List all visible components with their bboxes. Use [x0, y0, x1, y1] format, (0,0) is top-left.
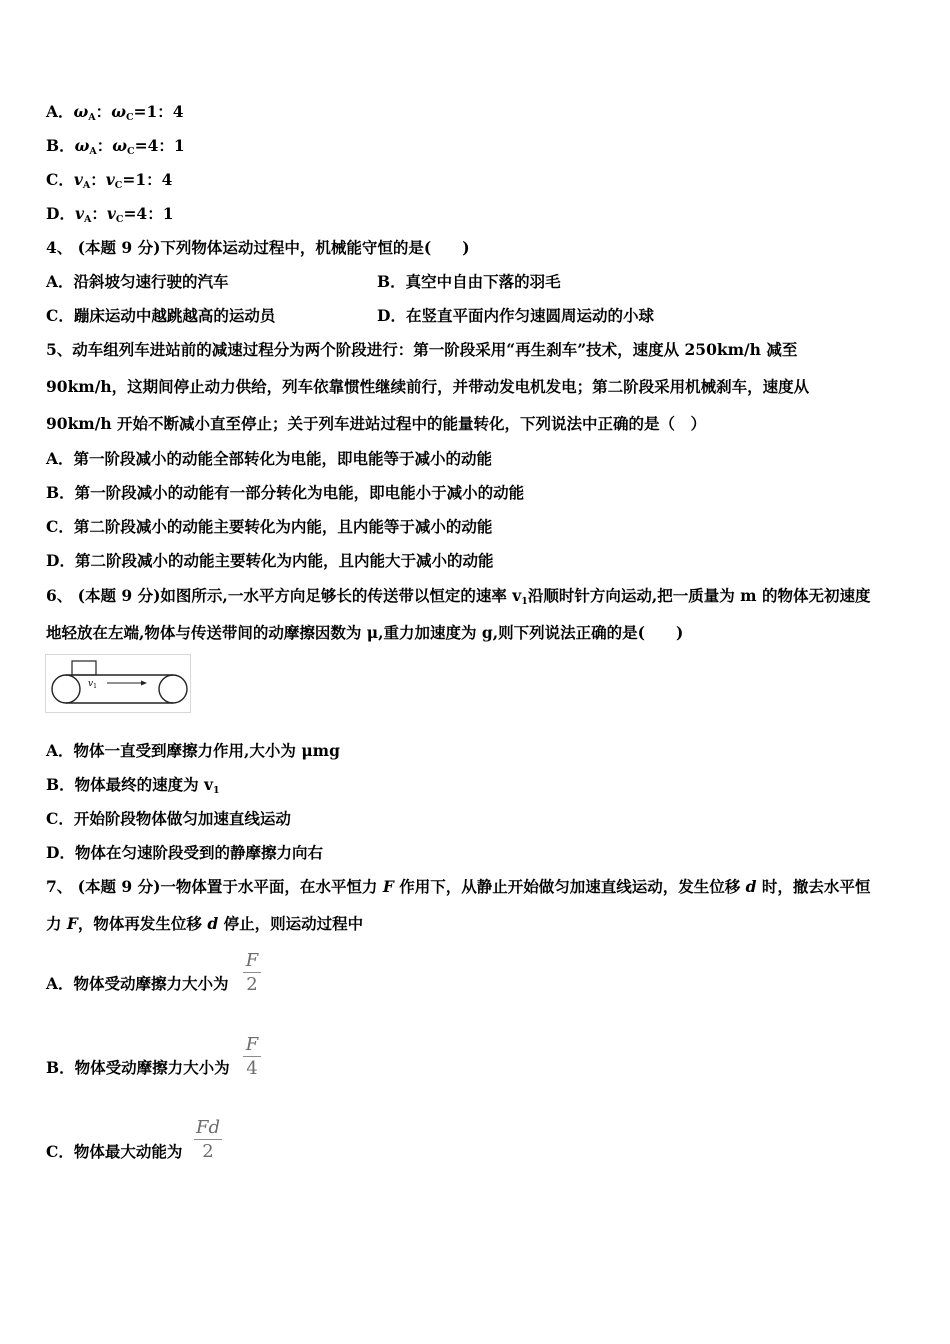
ratio: =1：4	[122, 170, 173, 189]
ratio: =4：1	[134, 136, 185, 155]
fraction-bar	[243, 972, 261, 973]
q6-stem-line2: 地轻放在左端,物体与传送带间的动摩擦因数为 μ,重力加速度为 g,则下列说法正确的是( )	[46, 623, 684, 642]
q4-stem: 4、 (本题 9 分)下列物体运动过程中，机械能守恒的是( )	[46, 238, 470, 257]
numerator: Fd	[195, 1117, 220, 1138]
text: B．物体最终的速度为 v	[46, 775, 214, 794]
var: v	[106, 204, 116, 223]
q5-option-c: C．第二阶段减小的动能主要转化为内能，且内能等于减小的动能	[46, 517, 493, 536]
q7-option-a: A．物体受动摩擦力大小为	[46, 974, 229, 993]
subscript: A	[88, 112, 96, 123]
q6-option-d: D．物体在匀速阶段受到的静摩擦力向右	[46, 843, 323, 862]
text: 停止，则运动过程中	[218, 914, 364, 933]
q5-stem-line3: 90km/h 开始不断减小直至停止；关于列车进站过程中的能量转化，下列说法中正确的是（ ）	[46, 414, 707, 433]
right-pulley-icon	[159, 675, 187, 703]
text: 沿顺时针方向运动,把一质量为 m 的物体无初速度	[527, 586, 871, 605]
q3-option-a	[46, 102, 184, 125]
text: 6、 (本题 9 分)如图所示,一水平方向足够长的传送带以恒定的速率 v	[46, 586, 522, 605]
separator: ：	[95, 102, 112, 121]
q5-stem-line2: 90km/h，这期间停止动力供给，列车依靠惯性继续前行，并带动发电机发电；第二阶段采用机械刹车，速度从	[46, 377, 810, 396]
q7-option-b-fraction	[243, 1035, 261, 1079]
q5-option-d: D．第二阶段减小的动能主要转化为内能，且内能大于减小的动能	[46, 551, 494, 570]
subscript: A	[82, 180, 91, 191]
subscript: 1	[213, 785, 220, 796]
separator: ：	[96, 136, 113, 155]
var: F	[382, 877, 394, 896]
subscript: 1	[521, 596, 528, 607]
subscript: C	[114, 180, 123, 191]
denominator: 4	[246, 1058, 258, 1079]
q4-option-c: C．蹦床运动中越跳越高的运动员	[46, 306, 276, 325]
numerator: F	[245, 950, 259, 971]
text: 7、 (本题 9 分)一物体置于水平面，在水平恒力	[46, 877, 383, 896]
subscript: A	[89, 146, 97, 157]
block-icon	[72, 661, 96, 675]
subscript: C	[125, 112, 134, 123]
q7-stem-line1	[46, 877, 870, 897]
ratio: =4：1	[123, 204, 174, 223]
q4-option-b: B．真空中自由下落的羽毛	[377, 272, 561, 291]
option-letter: A．	[46, 102, 74, 121]
var: ω	[73, 102, 89, 121]
option-letter: C．	[46, 170, 74, 189]
velocity-label-sub: 1	[93, 683, 97, 690]
fraction-bar	[194, 1139, 222, 1140]
var: d	[745, 877, 757, 896]
text: 力	[46, 914, 67, 933]
q4-option-a: A．沿斜坡匀速行驶的汽车	[46, 272, 229, 291]
q5-option-b: B．第一阶段减小的动能有一部分转化为电能，即电能小于减小的动能	[46, 483, 525, 502]
q3-option-d	[46, 204, 174, 227]
var: d	[207, 914, 219, 933]
var: v	[74, 204, 84, 223]
var: ω	[112, 136, 128, 155]
text: 时，撤去水平恒	[756, 877, 871, 896]
separator: ：	[90, 170, 106, 189]
subscript: C	[115, 214, 124, 225]
option-letter: B．	[46, 136, 75, 155]
q6-option-b	[46, 775, 220, 798]
fraction-bar	[243, 1056, 261, 1057]
q7-option-a-fraction	[243, 951, 261, 995]
text: 作用下，从静止开始做匀加速直线运动，发生位移	[393, 877, 746, 896]
ratio: =1：4	[133, 102, 184, 121]
numerator: F	[245, 1034, 259, 1055]
var: ω	[111, 102, 126, 121]
q6-option-a: A．物体一直受到摩擦力作用,大小为 μmg	[46, 741, 340, 760]
q7-stem-line2	[46, 914, 363, 934]
q6-option-c: C．开始阶段物体做匀加速直线运动	[46, 809, 291, 828]
q7-option-b: B．物体受动摩擦力大小为	[46, 1058, 230, 1077]
denominator: 2	[246, 974, 258, 995]
q3-option-c	[46, 170, 172, 193]
q3-option-b	[46, 136, 185, 159]
conveyor-belt-figure	[45, 654, 191, 713]
denominator: 2	[202, 1141, 214, 1162]
var: v	[73, 170, 83, 189]
q6-stem-line1	[46, 586, 870, 609]
subscript: A	[83, 214, 92, 225]
option-letter: D．	[46, 204, 75, 223]
var: v	[105, 170, 115, 189]
var: F	[66, 914, 78, 933]
text: ，物体再发生位移	[77, 914, 208, 933]
subscript: C	[127, 146, 135, 157]
separator: ：	[91, 204, 107, 223]
velocity-label-text: v	[88, 679, 94, 689]
var: ω	[74, 136, 90, 155]
q7-option-c: C．物体最大动能为	[46, 1142, 183, 1161]
q5-option-a: A．第一阶段减小的动能全部转化为电能，即电能等于减小的动能	[46, 449, 493, 468]
left-pulley-icon	[52, 675, 80, 703]
q4-option-d: D．在竖直平面内作匀速圆周运动的小球	[377, 306, 654, 325]
q5-stem-line1: 5、动车组列车进站前的减速过程分为两个阶段进行：第一阶段采用“再生刹车”技术，速度从 250km/h 减至	[46, 340, 798, 359]
q7-option-c-fraction	[194, 1118, 222, 1162]
